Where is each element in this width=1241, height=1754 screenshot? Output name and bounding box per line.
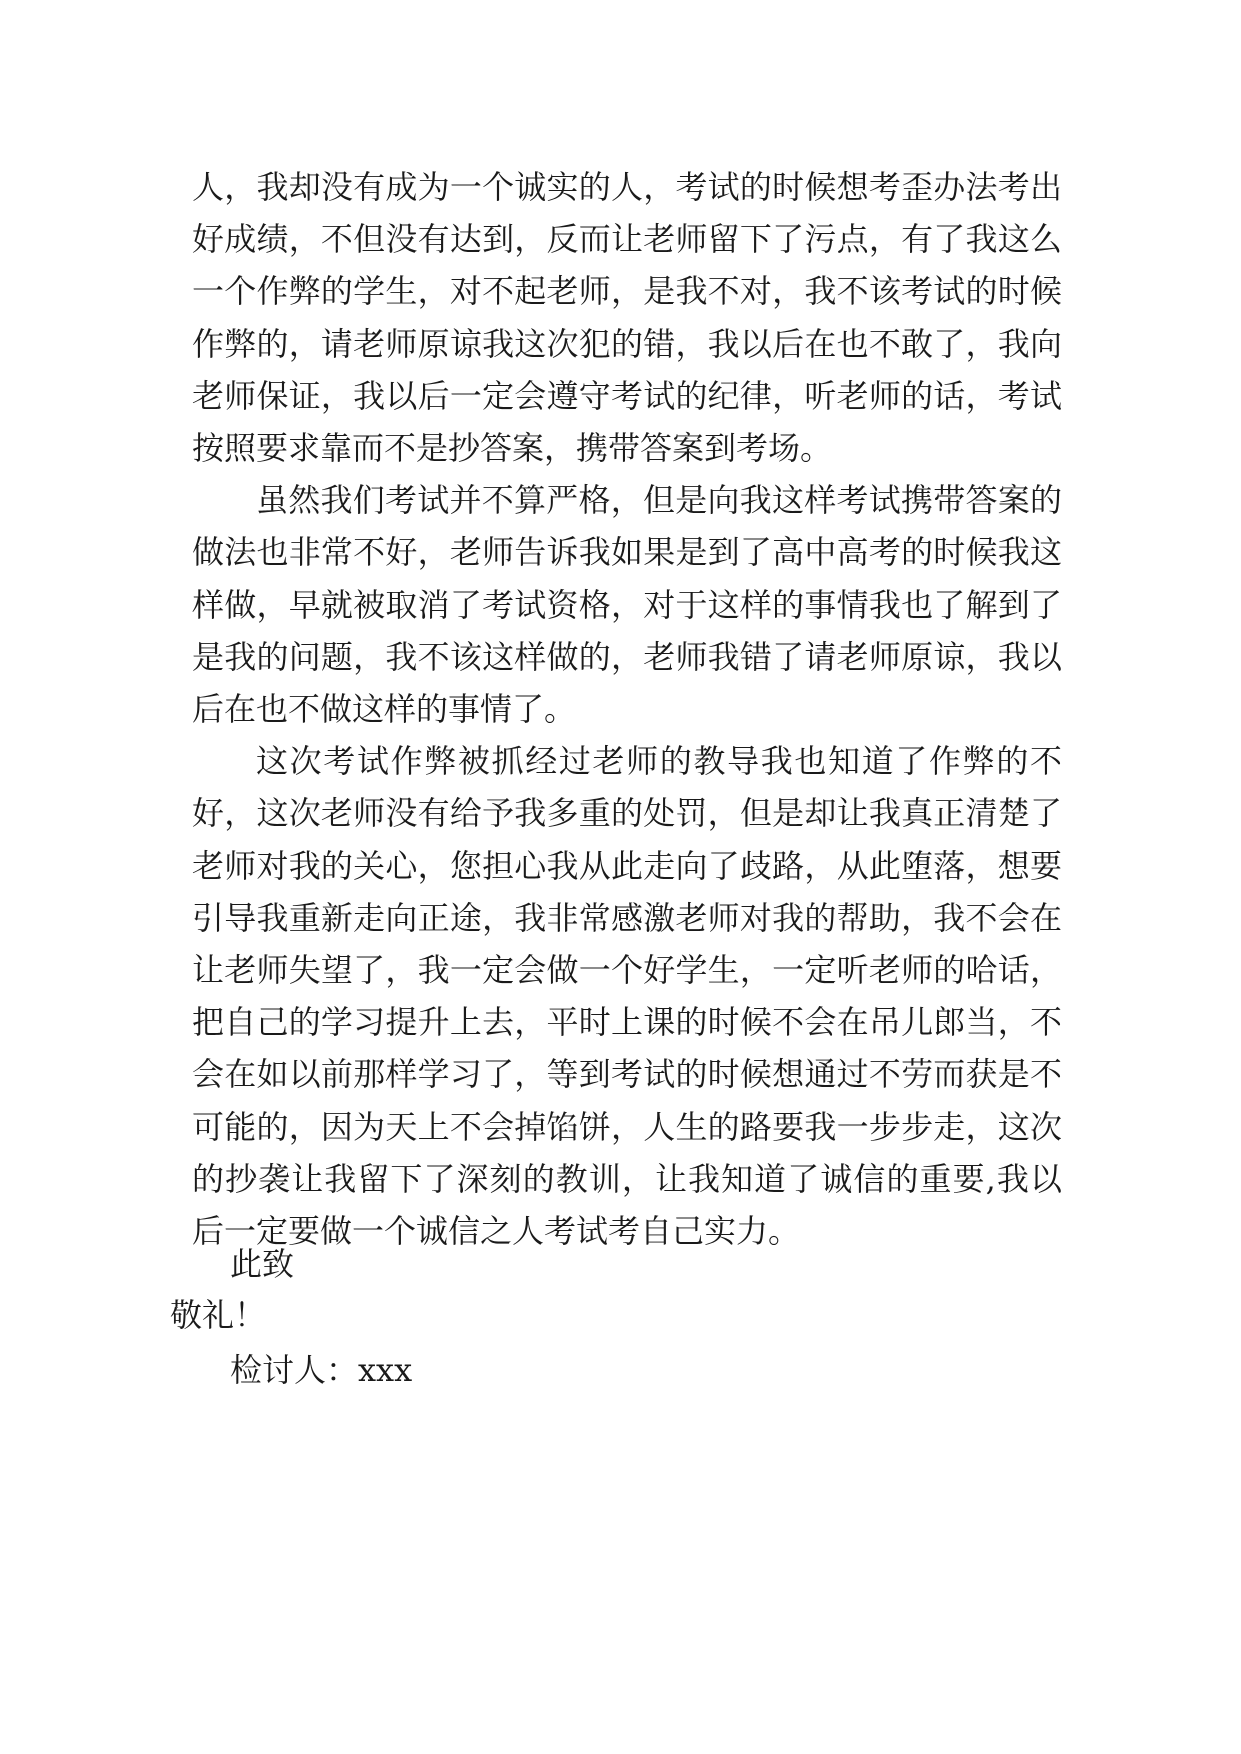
letter-body (192, 161, 1062, 1257)
paragraph-2: 虽然我们考试并不算严格，但是向我这样考试携带答案的做法也非常不好，老师告诉我如果是到了高中高考的时候我这样做，早就被取消了考试资格，对于这样的事情我也了解到了是我的问题，我不该这样做的，老师我错了请老师原谅，我以后在也不做这样的事情了。 (192, 481, 1062, 729)
paragraph-1: 人，我却没有成为一个诚实的人，考试的时候想考歪办法考出好成绩，不但没有达到，反而让老师留下了污点，有了我这么一个作弊的学生，对不起老师，是我不对，我不该考试的时候作弊的，请老师原谅我这次犯的错，我以后在也不敢了，我向老师保证，我以后一定会遵守考试的纪律，听老师的话，考试按照要求靠而不是抄答案，携带答案到考场。 (192, 168, 1062, 468)
paragraph-3: 这次考试作弊被抓经过老师的教导我也知道了作弊的不好，这次老师没有给予我多重的处罚，但是却让我真正清楚了老师对我的关心，您担心我从此走向了歧路，从此堕落，想要引导我重新走向正途，我非常感激老师对我的帮助，我不会在让老师失望了，我一定会做一个好学生，一定听老师的哈话，把自己的学习提升上去，平时上课的时候不会在吊儿郎当，不会在如以前那样学习了，等到考试的时候想通过不劳而获是不可能的，因为天上不会掉馅饼，人生的路要我一步步走，这次的抄袭让我留下了深刻的教训，让我知道了诚信的重要,我以后一定要做一个诚信之人考试考自己实力。 (192, 742, 1062, 1251)
closing-salutation: 此致 (230, 1245, 295, 1283)
signature-line: 检讨人：xxx (230, 1351, 413, 1389)
closing-regards: 敬礼！ (170, 1296, 267, 1334)
